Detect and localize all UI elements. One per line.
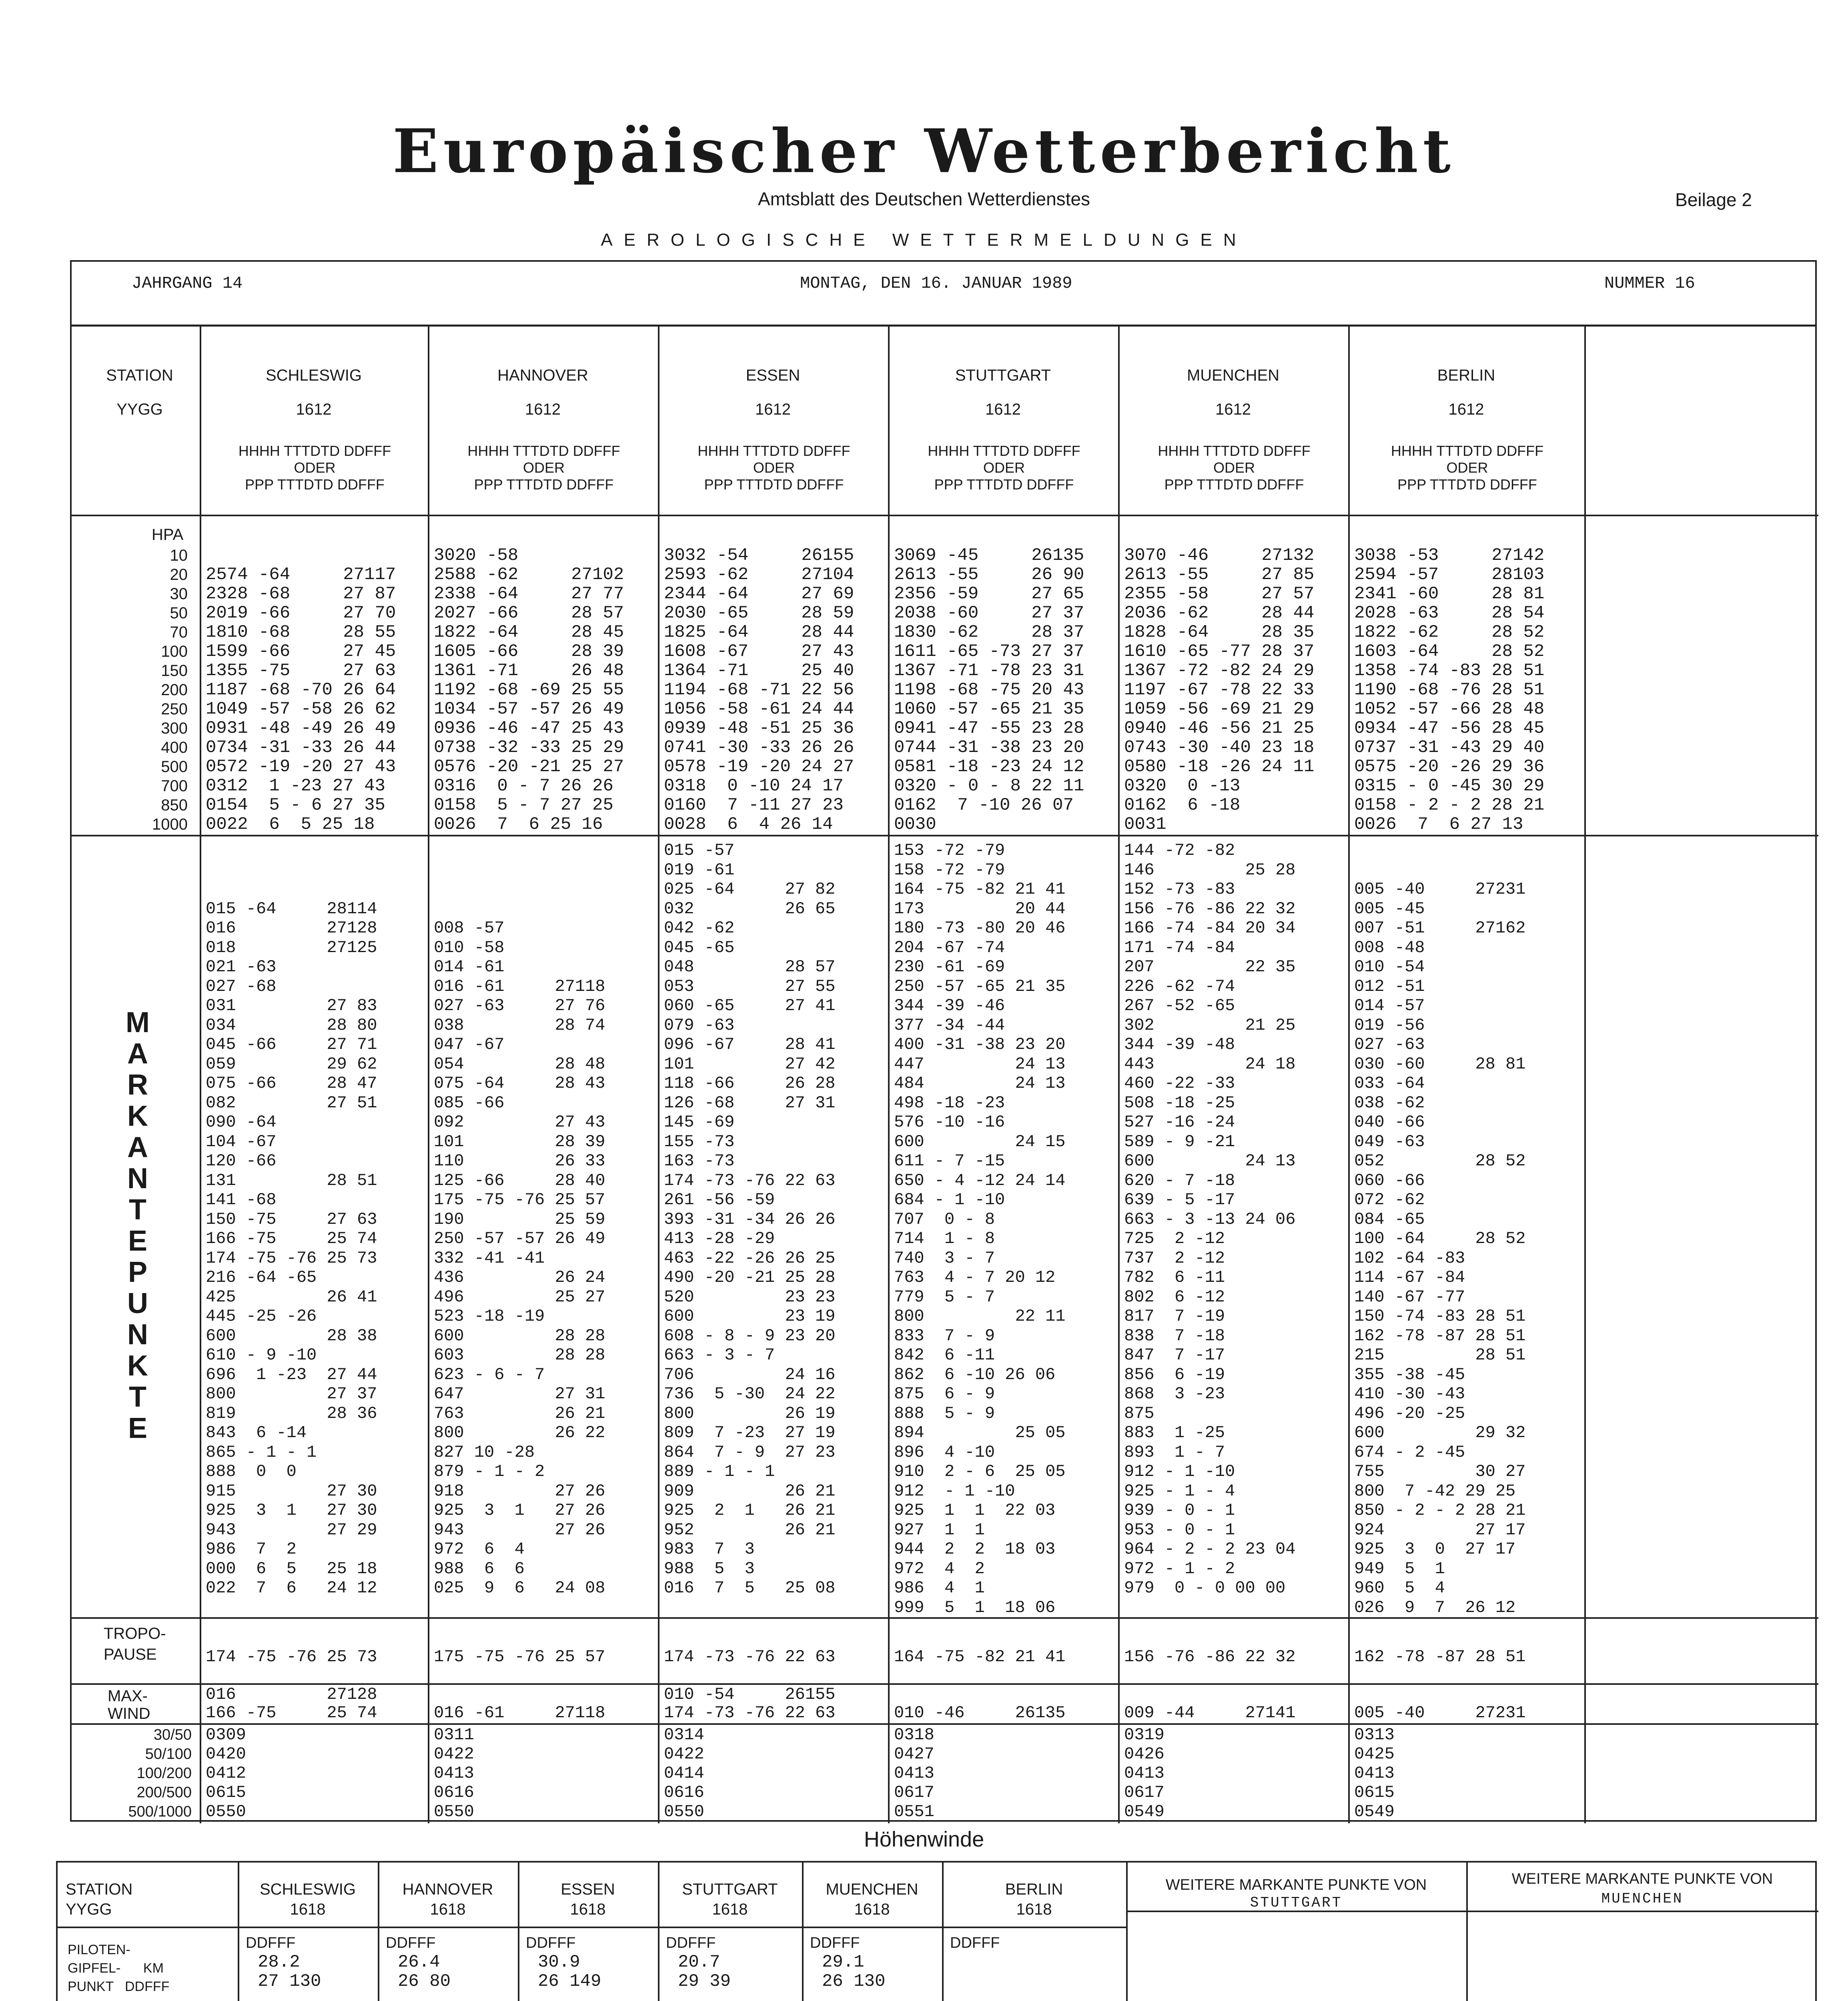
tropo-stuttgart: 164 -75 -82 21 41	[894, 1647, 1066, 1666]
column-head: HHHH TTTDTD DDFFF ODER PPP TTTDTD DDFFF	[698, 443, 850, 493]
piloten-essen: 30.9 26 149	[538, 1952, 601, 1991]
date-label: MONTAG, DEN 16. JANUAR 1989	[800, 274, 1072, 293]
station-yygg: 1612	[296, 401, 332, 418]
extra-points-header-2: WEITERE MARKANTE PUNKTE VON	[1511, 1871, 1773, 1887]
station-yygg: 1612	[1448, 401, 1484, 418]
extra-points-muenchen	[1498, 1923, 1670, 2001]
ddfff-label: DDFFF	[526, 1935, 576, 1951]
hpa-label: HPA	[152, 526, 184, 543]
winds-yygg-berlin: 1618	[1016, 1901, 1052, 1918]
markante-muenchen: 144 -72 -82 146 25 28 152 -73 -83 156 -76 -86 22 32 166 -74 -84 20 34 171 -74 -84 207 22 35 226 -62 -74 267 -52 -65 302 21 25 344 -39 -48 443 24 18 460 -22 -33 508 -18 -25 527 -16 -24 589 - 9 -21 600 24 13 620 - 7 -18 639 - 5 -17 663 - 3 -13 24 06 725 2 -12 737 2 -12 782 6 -11 802 6 -12 817 7 -19 838 7 -18 847 7 -17 856 6 -19 868 3 -23 875 883 1 -25 893 1 - 7 912 - 1 -10 925 - 1 - 4 939 - 0 - 1 953 - 0 - 1 964 - 2 - 2 23 04 972 - 1 - 2 979 0 - 0 00 00	[1124, 841, 1296, 1598]
maxwind-muenchen: 009 -44 27141	[1124, 1703, 1296, 1722]
piloten-hannover: 26.4 26 80	[398, 1952, 451, 1991]
station-yygg: 1612	[985, 401, 1021, 418]
shear-muenchen: 0319 0426 0413 0617 0549	[1124, 1725, 1165, 1821]
piloten-stuttgart: 20.7 29 39	[678, 1952, 731, 1991]
piloten-label: PILOTEN- GIPFEL- KM PUNKT DDFFF	[68, 1942, 170, 1994]
markante-berlin: 005 -40 27231 005 -45 007 -51 27162 008 -48 010 -54 012 -51 014 -57 019 -56 027 -63 030 -60 28 81 033 -64 038 -62 040 -66 049 -63 052 28 52 060 -66 072 -62 084 -65 100 -64 28 52 102 -64 -83 114 -67 -84 140 -67 -77 150 -74 -83 28 51 162 -78 -87 28 51 215 28 51 355 -38 -45 410 -30 -43 496 -20 -25 600 29 32 674 - 2 -45 755 30 27 800 7 -42 29 25 850 - 2 - 2 28 21 924 27 17 925 3 0 27 17 949 5 1 960 5 4 026 9 7 26 12	[1354, 880, 1526, 1617]
winds-station-muenchen: MUENCHEN	[826, 1881, 918, 1898]
number-label: NUMMER 16	[1604, 274, 1695, 293]
winds-yygg-schleswig: 1618	[290, 1901, 326, 1918]
hoehenwinde-title: Höhenwinde	[864, 1827, 984, 1851]
ddfff-label: DDFFF	[246, 1935, 296, 1951]
shear-essen: 0314 0422 0414 0616 0550	[664, 1725, 704, 1821]
column-head: HHHH TTTDTD DDFFF ODER PPP TTTDTD DDFFF	[1158, 443, 1311, 493]
column-head: HHHH TTTDTD DDFFF ODER PPP TTTDTD DDFFF	[1391, 443, 1544, 493]
tropo-schleswig: 174 -75 -76 25 73	[206, 1647, 377, 1666]
ddfff-label: DDFFF	[386, 1935, 436, 1951]
upper-winds-table	[56, 1861, 1817, 2001]
station-label: STATION	[106, 367, 173, 384]
station-yygg: 1612	[755, 401, 791, 418]
shear-hannover: 0311 0422 0413 0616 0550	[434, 1725, 474, 1821]
volume-label: JAHRGANG 14	[132, 274, 243, 293]
shear-berlin: 0313 0425 0413 0615 0549	[1354, 1725, 1395, 1821]
ddfff-label: DDFFF	[810, 1935, 860, 1951]
markante-essen: 015 -57 019 -61 025 -64 27 82 032 26 65 042 -62 045 -65 048 28 57 053 27 55 060 -65 27 41 079 -63 096 -67 28 41 101 27 42 118 -66 26 28 126 -68 27 31 145 -69 155 -73 163 -73 174 -73 -76 22 63 261 -56 -59 393 -31 -34 26 26 413 -28 -29 463 -22 -26 26 25 490 -20 -21 25 28 520 23 23 600 23 19 608 - 8 - 9 23 20 663 - 3 - 7 706 24 16 736 5 -30 24 22 800 26 19 809 7 -23 27 19 864 7 - 9 27 23 889 - 1 - 1 909 26 21 925 2 1 26 21 952 26 21 983 7 3 988 5 3 016 7 5 25 08	[664, 841, 836, 1598]
station-name: STUTTGART	[955, 367, 1051, 384]
std-levels-hannover: 3020 -58 2588 -62 27102 2338 -64 27 77 2027 -66 28 57 1822 -64 28 45 1605 -66 28 39 1361 -71 26 48 1192 -68 -69 25 55 1034 -57 -57 26 49 0936 -46 -47 25 43 0738 -32 -33 25 29 0576 -20 -21 25 27 0316 0 - 7 26 26 0158 5 - 7 27 25 0026 7 6 25 16	[434, 545, 624, 834]
winds-station-schleswig: SCHLESWIG	[259, 1881, 356, 1898]
shear-labels: 30/50 50/100 100/200 200/500 500/1000	[128, 1726, 192, 1820]
std-levels-muenchen: 3070 -46 27132 2613 -55 27 85 2355 -58 27 57 2036 -62 28 44 1828 -64 28 35 1610 -65 -77 28 37 1367 -72 -82 24 29 1197 -67 -78 22 33 1059 -56 -69 21 29 0940 -46 -56 21 25 0743 -30 -40 23 18 0580 -18 -26 24 11 0320 0 -13 0162 6 -18 0031	[1124, 545, 1315, 834]
maxwind-berlin: 005 -40 27231	[1354, 1703, 1526, 1722]
winds-yygg-muenchen: 1618	[854, 1901, 890, 1918]
markante-punkte-label: MARKANTE PUNKTE	[126, 1007, 156, 1444]
hpa-levels: 10 20 30 50 70 100 150 200 250 300 400 500 700 850 1000	[152, 547, 188, 833]
column-head: HHHH TTTDTD DDFFF ODER PPP TTTDTD DDFFF	[238, 443, 391, 493]
maxwind-schleswig: 016 27128 166 -75 25 74	[206, 1685, 377, 1722]
markante-stuttgart: 153 -72 -79 158 -72 -79 164 -75 -82 21 41 173 20 44 180 -73 -80 20 46 204 -67 -74 230 -61 -69 250 -57 -65 21 35 344 -39 -46 377 -34 -44 400 -31 -38 23 20 447 24 13 484 24 13 498 -18 -23 576 -10 -16 600 24 15 611 - 7 -15 650 - 4 -12 24 14 684 - 1 -10 707 0 - 8 714 1 - 8 740 3 - 7 763 4 - 7 20 12 779 5 - 7 800 22 11 833 7 - 9 842 6 -11 862 6 -10 26 06 875 6 - 9 888 5 - 9 894 25 05 896 4 -10 910 2 - 6 25 05 912 - 1 -10 925 1 1 22 03 927 1 1 944 2 2 18 03 972 4 2 986 4 1 999 5 1 18 06	[894, 841, 1066, 1617]
std-levels-berlin: 3038 -53 27142 2594 -57 28103 2341 -60 28 81 2028 -63 28 54 1822 -62 28 52 1603 -64 28 52 1358 -74 -83 28 51 1190 -68 -76 28 51 1052 -57 -66 28 48 0934 -47 -56 28 45 0737 -31 -43 29 40 0575 -20 -26 29 36 0315 - 0 -45 30 29 0158 - 2 - 2 28 21 0026 7 6 27 13	[1354, 545, 1545, 834]
winds-yygg-stuttgart: 1618	[712, 1901, 748, 1918]
extra-points-header-1: WEITERE MARKANTE PUNKTE VON	[1165, 1877, 1427, 1893]
tropo-berlin: 162 -78 -87 28 51	[1354, 1647, 1526, 1666]
winds-station-stuttgart: STUTTGART	[682, 1881, 778, 1898]
station-name: BERLIN	[1437, 367, 1495, 384]
std-levels-schleswig: 2574 -64 27117 2328 -68 27 87 2019 -66 27 70 1810 -68 28 55 1599 -66 27 45 1355 -75 27 63 1187 -68 -70 26 64 1049 -57 -58 26 62 0931 -48 -49 26 49 0734 -31 -33 26 44 0572 -19 -20 27 43 0312 1 -23 27 43 0154 5 - 6 27 35 0022 6 5 25 18	[206, 565, 396, 834]
winds-station-berlin: BERLIN	[1005, 1881, 1063, 1898]
supplement-label: Beilage 2	[1675, 189, 1752, 210]
markante-schleswig: 015 -64 28114 016 27128 018 27125 021 -63 027 -68 031 27 83 034 28 80 045 -66 27 71 059 29 62 075 -66 28 47 082 27 51 090 -64 104 -67 120 -66 131 28 51 141 -68 150 -75 27 63 166 -75 25 74 174 -75 -76 25 73 216 -64 -65 425 26 41 445 -25 -26 600 28 38 610 - 9 -10 696 1 -23 27 44 800 27 37 819 28 36 843 6 -14 865 - 1 - 1 888 0 0 915 27 30 925 3 1 27 30 943 27 29 986 7 2 000 6 5 25 18 022 7 6 24 12	[206, 899, 377, 1598]
winds-station-label: STATION	[66, 1881, 133, 1898]
shear-schleswig: 0309 0420 0412 0615 0550	[206, 1725, 246, 1821]
winds-yygg-hannover: 1618	[430, 1901, 466, 1918]
winds-station-essen: ESSEN	[561, 1881, 615, 1898]
shear-stuttgart: 0318 0427 0413 0617 0551	[894, 1725, 934, 1821]
station-yygg: 1612	[1215, 401, 1251, 418]
station-name: MUENCHEN	[1187, 367, 1280, 384]
aerological-table	[70, 325, 1817, 1822]
column-head: HHHH TTTDTD DDFFF ODER PPP TTTDTD DDFFF	[928, 443, 1080, 493]
tropo-essen: 174 -73 -76 22 63	[664, 1647, 836, 1666]
piloten-muenchen: 29.1 26 130	[822, 1952, 886, 1991]
station-name: ESSEN	[746, 367, 800, 384]
section-title: AEROLOGISCHE WETTERMELDUNGEN	[601, 230, 1247, 250]
std-levels-essen: 3032 -54 26155 2593 -62 27104 2344 -64 27 69 2030 -65 28 59 1825 -64 28 44 1608 -67 27 43 1364 -71 25 40 1194 -68 -71 22 56 1056 -58 -61 24 44 0939 -48 -51 25 36 0741 -30 -33 26 26 0578 -19 -20 24 27 0318 0 -10 24 17 0160 7 -11 27 23 0028 6 4 26 14	[664, 545, 854, 834]
ddfff-label: DDFFF	[666, 1935, 716, 1951]
page-subtitle: Amtsblatt des Deutschen Wetterdienstes	[758, 188, 1090, 209]
station-name: SCHLESWIG	[265, 367, 362, 384]
tropopause-label: TROPO- PAUSE	[104, 1625, 166, 1663]
yygg-label: YYGG	[116, 401, 163, 418]
maxwind-label: MAX- WIND	[108, 1687, 150, 1722]
extra-points-stuttgart	[1162, 1923, 1333, 2001]
extra-points-station-2: MUENCHEN	[1601, 1891, 1684, 1907]
station-yygg: 1612	[525, 401, 561, 418]
info-bar	[70, 260, 1817, 326]
tropo-hannover: 175 -75 -76 25 57	[434, 1647, 605, 1666]
winds-station-hannover: HANNOVER	[402, 1881, 493, 1898]
maxwind-stuttgart: 010 -46 26135	[894, 1703, 1066, 1722]
extra-points-station-1: STUTTGART	[1250, 1895, 1343, 1911]
std-levels-stuttgart: 3069 -45 26135 2613 -55 26 90 2356 -59 27 65 2038 -60 27 37 1830 -62 28 37 1611 -65 -73 27 37 1367 -71 -78 23 31 1198 -68 -75 20 43 1060 -57 -65 21 35 0941 -47 -55 23 28 0744 -31 -38 23 20 0581 -18 -23 24 12 0320 - 0 - 8 22 11 0162 7 -10 26 07 0030	[894, 545, 1084, 834]
piloten-schleswig: 28.2 27 130	[258, 1952, 321, 1991]
markante-hannover: 008 -57 010 -58 014 -61 016 -61 27118 027 -63 27 76 038 28 74 047 -67 054 28 48 075 -64 28 43 085 -66 092 27 43 101 28 39 110 26 33 125 -66 28 40 175 -75 -76 25 57 190 25 59 250 -57 -57 26 49 332 -41 -41 436 26 24 496 25 27 523 -18 -19 600 28 28 603 28 28 623 - 6 - 7 647 27 31 763 26 21 800 26 22 827 10 -28 879 - 1 - 2 918 27 26 925 3 1 27 26 943 27 26 972 6 4 988 6 6 025 9 6 24 08	[434, 918, 605, 1598]
maxwind-essen: 010 -54 26155 174 -73 -76 22 63	[664, 1685, 836, 1722]
maxwind-hannover: 016 -61 27118	[434, 1703, 605, 1722]
column-head: HHHH TTTDTD DDFFF ODER PPP TTTDTD DDFFF	[467, 443, 620, 493]
tropo-muenchen: 156 -76 -86 22 32	[1124, 1647, 1296, 1666]
ddfff-label: DDFFF	[950, 1935, 1000, 1951]
station-name: HANNOVER	[497, 367, 588, 384]
winds-yygg-label: YYGG	[66, 1901, 112, 1918]
winds-yygg-essen: 1618	[570, 1901, 606, 1918]
page-title: Europäischer Wetterbericht	[393, 116, 1455, 186]
